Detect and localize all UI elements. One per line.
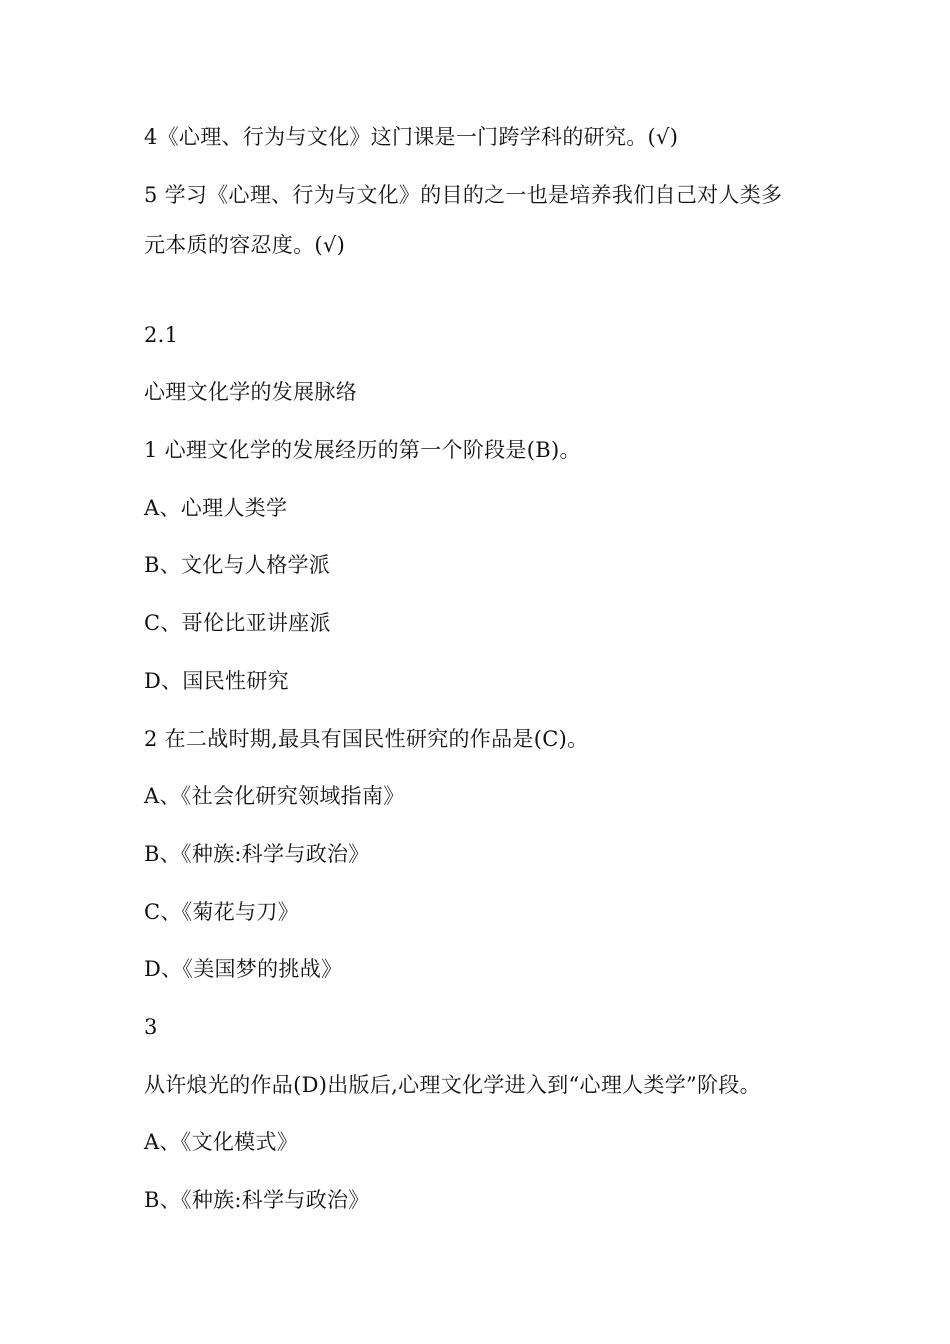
question-3-option-b: B、《种族:科学与政治》 [144,1188,370,1212]
question-1-option-c: C、哥伦比亚讲座派 [144,611,331,635]
true-false-question-5-line-1: 5 学习《心理、行为与文化》的目的之一也是培养我们自己对人类多 [144,183,783,207]
question-2-option-c: C、《菊花与刀》 [144,900,299,924]
question-1-option-d: D、国民性研究 [144,669,289,693]
section-number: 2.1 [144,323,179,347]
question-2-option-d: D、《美国梦的挑战》 [144,957,343,981]
question-3-option-a: A、《文化模式》 [144,1130,299,1154]
question-1-option-a: A、心理人类学 [144,496,288,520]
question-1: 1 心理文化学的发展经历的第一个阶段是(B)。 [144,438,581,462]
question-2: 2 在二战时期,最具有国民性研究的作品是(C)。 [144,727,589,751]
question-3: 从许烺光的作品(D)出版后,心理文化学进入到“心理人类学”阶段。 [144,1073,761,1097]
question-3-number: 3 [144,1015,158,1039]
true-false-question-5-line-2: 元本质的容忍度。(√) [144,233,346,257]
question-2-option-a: A、《社会化研究领域指南》 [144,784,405,808]
question-1-option-b: B、文化与人格学派 [144,553,331,577]
true-false-question-4: 4《心理、行为与文化》这门课是一门跨学科的研究。(√) [144,125,679,149]
section-title: 心理文化学的发展脉络 [144,380,357,404]
question-2-option-b: B、《种族:科学与政治》 [144,842,370,866]
